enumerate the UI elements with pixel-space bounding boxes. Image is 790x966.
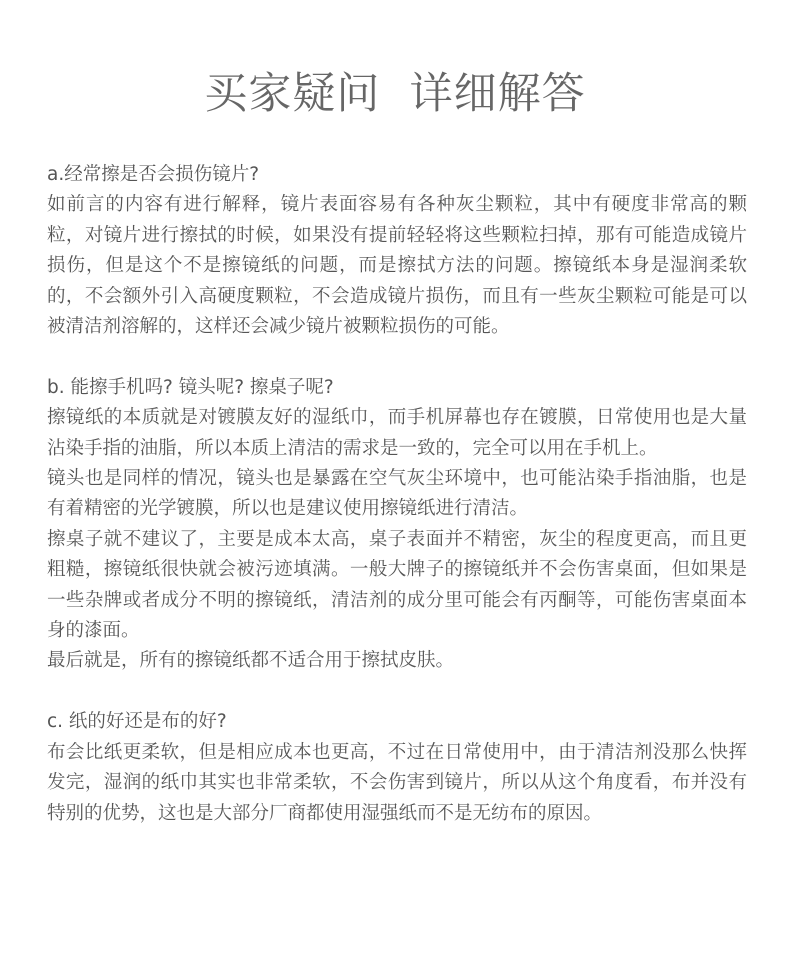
faq-section-b — [47, 373, 747, 677]
answer-paragraph: 布会比纸更柔软，但是相应成本也更高，不过在日常使用中，由于清洁剂没那么快挥发完，湿润的纸巾其实也非常柔软，不会伤害到镜片，所以从这个角度看，布并没有特别的优势，这也是大部分厂商都使用湿强纸而不是无纺布的原因。 — [47, 741, 747, 824]
faq-section-c — [47, 707, 747, 829]
faq-section-a — [47, 160, 747, 342]
question-b: b. 能擦手机吗? 镜头呢? 擦桌子呢? — [47, 376, 334, 398]
answer-paragraph: 擦镜纸的本质就是对镀膜友好的湿纸巾，而手机屏幕也存在镀膜，日常使用也是大量沾染手指的油脂，所以本质上清洁的需求是一致的，完全可以用在手机上。 — [47, 407, 747, 459]
answer-paragraph: 最后就是，所有的擦镜纸都不适合用于擦拭皮肤。 — [47, 650, 455, 672]
answer-paragraph: 如前言的内容有进行解释，镜片表面容易有各种灰尘颗粒，其中有硬度非常高的颗粒，对镜片进行擦拭的时候，如果没有提前轻轻将这些颗粒扫掉，那有可能造成镜片损伤，但是这个不是擦镜纸的问题，而是擦拭方法的问题。擦镜纸本身是湿润柔软的，不会额外引入高硬度颗粒，不会造成镜片损伤，而且有一些灰尘颗粒可能是可以被清洁剂溶解的，这样还会减少镜片被颗粒损伤的可能。 — [47, 194, 747, 338]
question-c: c. 纸的好还是布的好? — [47, 711, 227, 733]
faq-content — [47, 160, 747, 859]
answer-paragraph: 擦桌子就不建议了，主要是成本太高，桌子表面并不精密，灰尘的程度更高，而且更粗糙，擦镜纸很快就会被污迹填满。一般大牌子的擦镜纸并不会伤害桌面，但如果是一些杂牌或者成分不明的擦镜纸，清洁剂的成分里可能会有丙酮等，可能伤害桌面本身的漆面。 — [47, 528, 747, 642]
question-a: a.经常擦是否会损伤镜片? — [47, 164, 260, 185]
page-title: 买家疑问 详细解答 — [204, 69, 586, 119]
answer-paragraph: 镜头也是同样的情况，镜头也是暴露在空气灰尘环境中，也可能沾染手指油脂，也是有着精密的光学镀膜，所以也是建议使用擦镜纸进行清洁。 — [47, 468, 747, 520]
